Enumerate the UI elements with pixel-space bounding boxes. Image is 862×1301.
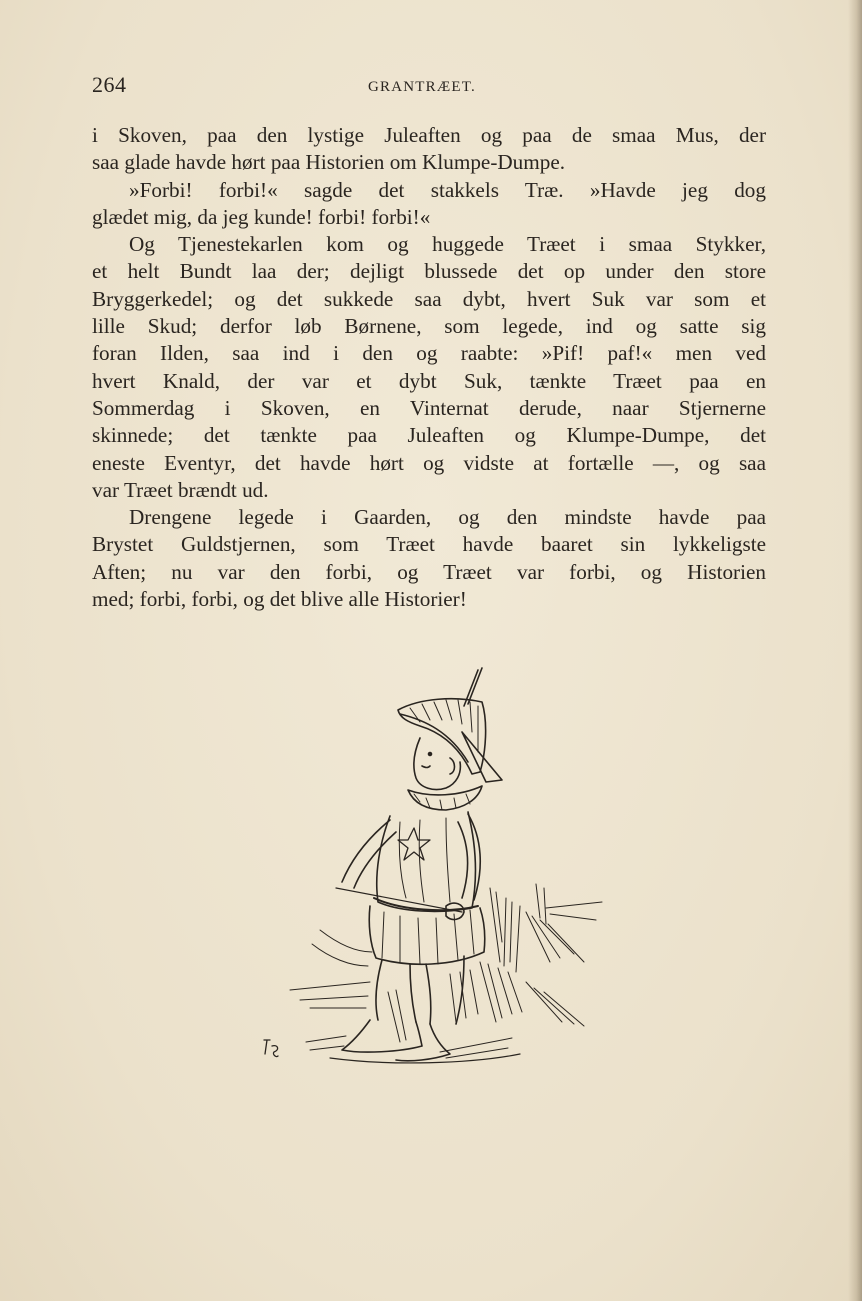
text-line: Bryggerkedel; og det sukkede saa dybt, hvert Suk var som et <box>92 286 766 311</box>
text-line: saa glade havde hørt paa Historien om Klumpe-Dumpe. <box>92 150 566 175</box>
text-line: Drengene legede i Gaarden, og den mindste havde paa <box>129 505 766 530</box>
text-line: i Skoven, paa den lystige Juleaften og paa de smaa Mus, der <box>92 123 766 147</box>
text-line: eneste Eventyr, det havde hørt og vidste at fortælle —, og saa <box>92 450 766 475</box>
text-line: Sommerdag i Skoven, en Vinternat derude, naar Stjernerne <box>92 395 766 420</box>
text-line: med; forbi, forbi, og det blive alle Historier! <box>92 587 467 612</box>
text-line: hvert Knald, der var et dybt Suk, tænkte Træet paa en <box>92 368 766 393</box>
text-line: »Forbi! forbi!« sagde det stakkels Træ. »Havde jeg dog <box>129 177 766 202</box>
text-line: Brystet Guldstjernen, som Træet havde baaret sin lykkeligste <box>92 532 766 557</box>
page-number: 264 <box>92 72 127 97</box>
spine-shadow <box>848 0 862 1301</box>
text-line: lille Skud; derfor løb Børnene, som legede, ind og satte sig <box>92 314 766 339</box>
text-line: skinnede; det tænkte paa Juleaften og Klumpe-Dumpe, det <box>92 423 766 448</box>
body-text <box>92 122 766 613</box>
text-line: et helt Bundt laa der; dejligt blussede det op under den store <box>92 259 766 284</box>
running-title: GRANTRÆET. <box>368 79 476 95</box>
text-line: var Træet brændt ud. <box>92 477 269 502</box>
boy-with-star-illustration <box>250 662 610 1082</box>
text-line: Aften; nu var den forbi, og Træet var forbi, og Historien <box>92 559 766 584</box>
text-line: Og Tjenestekarlen kom og huggede Træet i smaa Stykker, <box>129 232 766 257</box>
text-line: glædet mig, da jeg kunde! forbi! forbi!« <box>92 204 431 229</box>
text-line: foran Ilden, saa ind i den og raabte: »Pif! paf!« men ved <box>92 341 766 366</box>
